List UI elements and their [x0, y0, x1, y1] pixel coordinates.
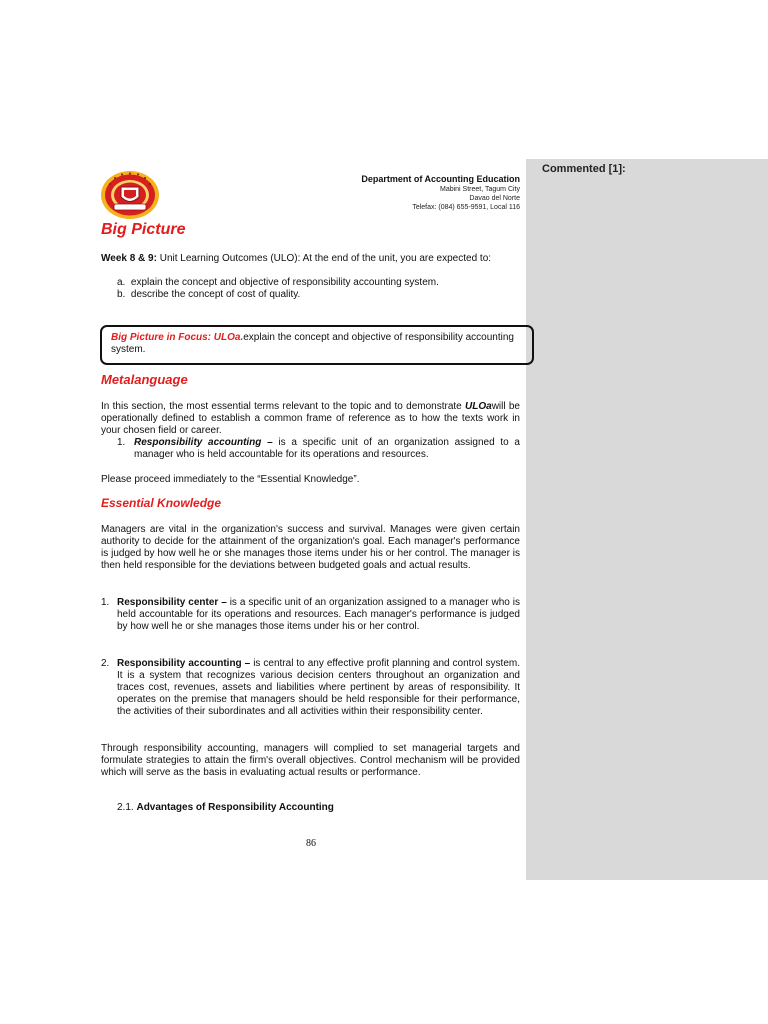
responsibility-accounting-item	[117, 658, 520, 718]
essential-knowledge-heading: Essential Knowledge	[101, 496, 222, 510]
item-term: Responsibility center –	[117, 597, 227, 608]
comment-label: Commented [1]:	[542, 163, 626, 175]
responsibility-center-item	[117, 597, 520, 633]
term-def: is a specific unit of an organization assigned to a manager who is held accountable for its operations and resources.	[134, 437, 520, 460]
focus-label: Big Picture in Focus: ULOa.	[111, 332, 244, 343]
week-text: Unit Learning Outcomes (ULO): At the end of the unit, you are expected to:	[156, 253, 492, 264]
outcome-marker: a.	[117, 277, 126, 288]
address-line: Telefax: (084) 655-9591, Local 116	[412, 204, 520, 211]
week-label: Week 8 & 9:	[101, 253, 157, 264]
address-line: Davao del Norte	[469, 195, 520, 202]
essential-paragraph: Through responsibility accounting, managers will complied to set managerial targets and formulate strategies to attain the firm's overall objectives. Control mechanism will be provided which will serve as the basis in evaluating actual results or performance.	[101, 743, 520, 778]
focus-text	[111, 332, 521, 356]
term-definition	[134, 437, 520, 461]
metalanguage-heading: Metalanguage	[101, 372, 188, 387]
department-header	[260, 173, 520, 212]
outcome-text: explain the concept and objective of responsibility accounting system.	[130, 277, 439, 288]
item-number: 1.	[101, 597, 110, 608]
intro-text-continued: will be operationally defined to establish a common frame of reference as to how the texts work in your chosen field or career.	[101, 401, 520, 436]
item-text: is a specific unit of an organization assigned to a manager who is held accountable for its operations and resources. Each manager's performance is judged by how well he or she manages those items under his or her control.	[117, 597, 520, 632]
outcome-item	[117, 277, 520, 289]
focus-description: explain the concept and objective of responsibility accounting system.	[111, 332, 514, 355]
comment-header[interactable]	[526, 159, 768, 183]
department-name: Department of Accounting Education	[361, 174, 520, 184]
page-number: 86	[306, 838, 316, 849]
focus-box	[100, 325, 534, 365]
essential-paragraph: Managers are vital in the organization's success and survival. Manages were given certain authority to decide for the attainment of the organization's goal. Each manager's performance is judged by how well he or she manages those items under his or her control. The manager is then held responsible for the deviations between budgeted goals and actual results.	[101, 524, 520, 571]
outcome-item	[117, 289, 520, 301]
ulo-emphasis: ULOa	[465, 401, 492, 412]
week-paragraph	[101, 253, 520, 265]
outcome-marker: b.	[117, 289, 126, 300]
item-term: Responsibility accounting –	[117, 658, 251, 669]
proceed-text: Please proceed immediately to the “Essential Knowledge”.	[101, 474, 360, 485]
subheading-number: 2.1.	[117, 802, 134, 813]
item-number: 2.	[101, 658, 110, 669]
school-seal-icon	[100, 170, 160, 220]
intro-text: In this section, the most essential terms relevant to the topic and to demonstrate	[101, 401, 466, 412]
item-text: is central to any effective profit planning and control system. It is a system that recognizes various decision centers throughout an organization and traces cost, revenues, assets and liabilities where pertinent by areas of responsibility. It operates on the premise that managers should be held responsible for their performance, the activities of their subordinates and all activities within their responsibility center.	[117, 658, 520, 717]
metalanguage-intro	[101, 401, 520, 437]
term-name: Responsibility accounting –	[134, 437, 273, 448]
big-picture-heading: Big Picture	[101, 221, 186, 238]
comment-body[interactable]	[526, 183, 768, 880]
outcome-text: describe the concept of cost of quality.	[130, 289, 301, 300]
subheading-text: Advantages of Responsibility Accounting	[136, 802, 334, 813]
address-line: Mabini Street, Tagum City	[439, 186, 520, 193]
term-number: 1.	[117, 437, 126, 448]
subheading	[117, 802, 520, 814]
